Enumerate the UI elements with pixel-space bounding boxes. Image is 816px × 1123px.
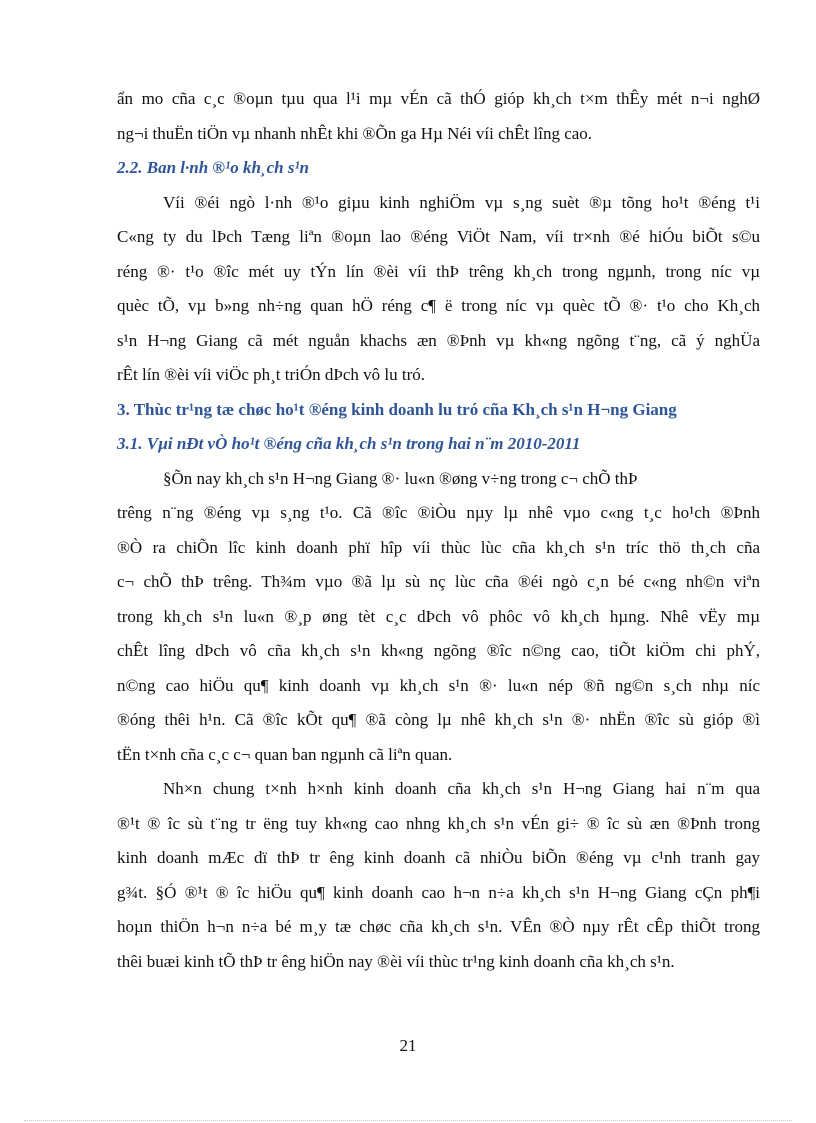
section-heading: [117, 433, 760, 468]
paragraph-1-line: réng ®· t¹o ®îc mét uy tÝn lín ®èi víi thÞ trêng kh¸ch trong ngµnh, trong níc vµ: [117, 261, 760, 281]
text-line: [117, 123, 760, 158]
text-line: [117, 847, 760, 882]
page-body: [117, 88, 760, 985]
text-line: [117, 226, 760, 261]
heading-3-1: 3.1. Vµi nÐt vÒ ho¹t ®éng cña kh¸ch s¹n trong hai n¨m 2010-2011: [117, 434, 581, 453]
text-line: [117, 468, 760, 503]
text-line: [117, 778, 760, 813]
text-line: [117, 951, 760, 986]
paragraph-3-line: g¾t. §Ó ®¹t ® îc hiÖu qu¶ kinh doanh cao h¬n n÷a kh¸ch s¹n H¬ng Giang cÇn ph¶i: [117, 882, 760, 902]
text-line: [117, 261, 760, 296]
paragraph-3-line: thêi buæi kinh tÕ thÞ tr êng hiÖn nay ®èi víi thùc tr¹ng kinh doanh cña kh¸ch s¹n.: [117, 951, 675, 971]
paragraph-2-line: n©ng cao hiÖu qu¶ kinh doanh vµ kh¸ch s¹n ®· lu«n nép ®ñ ng©n s¸ch nhµ níc: [117, 675, 760, 695]
text-line: [117, 502, 760, 537]
paragraph-2-line: §Õn nay kh¸ch s¹n H¬ng Giang ®· lu«n ®øng v÷ng trong c¬ chÕ thÞ: [163, 468, 638, 488]
paragraph-3-line: hoµn thiÖn h¬n n÷a bé m¸y tæ chøc cña kh¸ch s¹n. VÊn ®Ò nµy rÊt cÊp thiÕt trong: [117, 917, 760, 936]
text-line: [117, 882, 760, 917]
paragraph-2-line: c¬ chÕ thÞ trêng. Th¾m vµo ®ã lµ sù nç lùc cña ®éi ngò c¸n bé c«ng nh©n viªn: [117, 572, 760, 591]
text-line: [117, 571, 760, 606]
paragraph-2-line: trêng n¨ng ®éng vµ s¸ng t¹o. Cã ®îc ®iÒu nµy lµ nhê vµo c«ng t¸c ho¹ch ®Þnh: [117, 503, 760, 522]
paragraph-2-line: ®óng thêi h¹n. Cã ®îc kÕt qu¶ ®ã còng lµ nhê kh¸ch s¹n ®· nhËn ®îc sù gióp ®ì: [117, 710, 760, 729]
heading-2-2: 2.2. Ban l·nh ®¹o kh¸ch s¹n: [117, 158, 310, 177]
text-line: [117, 330, 760, 365]
paragraph-3-line: kinh doanh mÆc dï thÞ tr êng kinh doanh cã nhiÒu biÕn ®éng vµ c¹nh tranh gay: [117, 848, 760, 867]
text-line: [117, 537, 760, 572]
text-line: [117, 675, 760, 710]
text-line: [117, 88, 760, 123]
paragraph-2-line: ®Ò ra chiÕn lîc kinh doanh phï hîp víi thùc lùc cña kh¸ch s¹n tríc thö th¸ch cña: [117, 537, 760, 557]
page-bottom-divider: [24, 1120, 792, 1121]
paragraph-1-line: quèc tÕ, vµ b»ng nh÷ng quan hÖ réng c¶ ë trong níc vµ quèc tÕ ®· t¹o cho Kh¸ch: [117, 296, 760, 315]
text-line: [117, 192, 760, 227]
paragraph-2-line: trong kh¸ch s¹n lu«n ®¸p øng tèt c¸c dÞch vô phôc vô kh¸ch hµng. Nhê vËy mµ: [117, 606, 760, 626]
paragraph-2-line: chÊt lîng dÞch vô cña kh¸ch s¹n kh«ng ngõng ®îc n©ng cao, tiÕt kiÖm chi phÝ,: [117, 641, 760, 660]
section-heading: [117, 157, 760, 192]
section-heading: [117, 399, 760, 434]
page-number: 21: [399, 1036, 417, 1055]
text-line: [117, 606, 760, 641]
paragraph-3-line: ®¹t ® îc sù t¨ng tr ëng tuy kh«ng cao nhng kh¸ch s¹n vÉn gi÷ ® îc sù æn ®Þnh trong: [117, 813, 760, 833]
paragraph-1-line: rÊt lín ®èi víi viÖc ph¸t triÓn dÞch vô lu tró.: [117, 365, 426, 384]
text-line: [117, 709, 760, 744]
heading-3: 3. Thùc tr¹ng tæ chøc ho¹t ®éng kinh doanh lu tró cña Kh¸ch s¹n H¬ng Giang: [117, 399, 677, 419]
text-line: [117, 295, 760, 330]
paragraph-1-line: s¹n H¬ng Giang cã mét nguån khachs æn ®Þnh vµ kh«ng ngõng t¨ng, cã ý nghÜa: [117, 330, 760, 350]
text-line: [117, 813, 760, 848]
intro-line-1: ẩn mo cña c¸c ®oµn tµu qua l¹i mµ vÉn cã thÓ gióp kh¸ch t×m thÊy mét n¬i nghØ: [117, 89, 760, 108]
paragraph-3-line: Nh×n chung t×nh h×nh kinh doanh cña kh¸ch s¹n H¬ng Giang hai n¨m qua: [163, 779, 760, 798]
paragraph-1-line: Víi ®éi ngò l·nh ®¹o giµu kinh nghiÖm vµ s¸ng suèt ®µ tõng ho¹t ®éng t¹i: [163, 192, 760, 212]
text-line: [117, 640, 760, 675]
text-line: [117, 744, 760, 779]
paragraph-1-line: C«ng ty du lÞch Tæng liªn ®oµn lao ®éng ViÖt Nam, víi tr×nh ®é hiÓu biÕt s©u: [117, 227, 760, 246]
paragraph-2-line: tËn t×nh cña c¸c c¬ quan ban ngµnh cã liªn quan.: [117, 744, 453, 764]
text-line: [117, 364, 760, 399]
text-line: [117, 916, 760, 951]
intro-line-2: ng¬i thuËn tiÖn vµ nhanh nhÊt khi ®Õn ga Hµ Néi víi chÊt lîng cao.: [117, 123, 593, 143]
